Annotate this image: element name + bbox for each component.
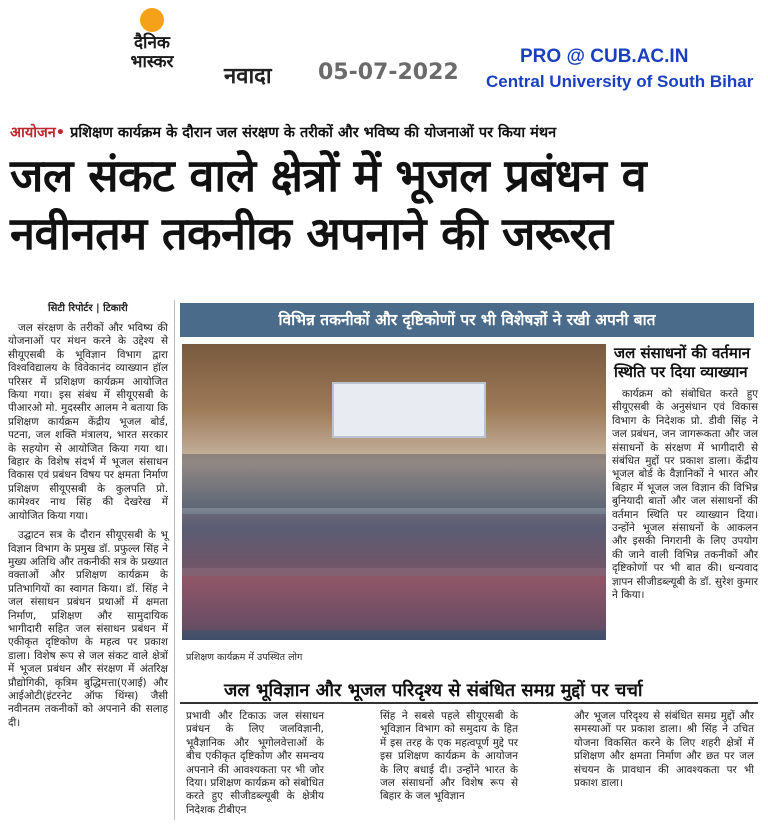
bottom-column-3 [574, 710, 754, 796]
photo-back-row [182, 454, 606, 508]
group-photo [182, 344, 606, 640]
column-divider [174, 300, 175, 820]
edition-date: 05-07-2022 [318, 60, 459, 85]
event-banner-in-photo [332, 382, 486, 438]
headline-line-1: जल संकट वाले क्षेत्रों में भूजल प्रबंधन व [10, 149, 647, 202]
right-paragraph: कार्यक्रम को संबोधित करते हुए सीयूएसबी के अनुसंधान एवं विकास विभाग के निदेशक प्रो. डीवी सिंह ने जल प्रबंधन, जन जागरूकता और जल संसाधनों के संरक्षण में भागीदारी से संबंधित मुद्दों पर प्रकाश डाला। केंद्रीय भूजल बोर्ड के वैज्ञानिकों ने भारत और बिहार में भूजल जल विज्ञान की विभिन्न बुनियादी बातों और जल संसाधनों की वर्तमान स्थिति पर व्याख्यान दिया। उन्होंने भूजल संसाधनों के आकलन और इसकी निगरानी के लिए उपयोग की जाने वाली विभिन्न तकनीकों और दृष्टिकोणों पर भी बात की। धन्यवाद ज्ञापन सीजीडब्ल्यूबी के डॉ. सुरेश कुमार ने किया। [612, 388, 758, 602]
photo-caption: प्रशिक्षण कार्यक्रम में उपस्थित लोग [186, 652, 303, 663]
kicker-text: प्रशिक्षण कार्यक्रम के दौरान जल संरक्षण के तरीकों और भविष्य की योजनाओं पर किया मंथन [70, 125, 557, 141]
left-paragraph-1: जल संरक्षण के तरीकों और भविष्य की योजनाओं पर मंथन करने के उद्देश्य से सीयूएसबी के भूविज्ञान विभाग द्वारा विश्वविद्यालय के विवेकानंद व्याख्यान हॉल परिसर में प्रशिक्षण कार्यक्रम आयोजित किया गया। इस संबंध में सीयूएसबी के पीआरओ मो. मुदस्सीर आलम ने बताया कि प्रशिक्षण कार्यक्रम केंद्रीय भूजल बोर्ड, पटना, जल शक्ति मंत्रालय, भारत सरकार के सहयोग से आयोजित किया गया था। बिहार के विशेष संदर्भ में भूजल संसाधन विकास एवं प्रबंधन विषय पर क्षमता निर्माण प्रशिक्षण सीयूएसबी के कुलपति प्रो. कामेश्वर नाथ सिंह की देखरेख में आयोजित किया गया। [8, 322, 168, 522]
bottom-heading: जल भूविज्ञान और भूजल परिदृश्य से संबंधित समग्र मुद्दों पर चर्चा [224, 680, 643, 701]
newspaper-logo: दैनिक भास्कर [130, 33, 174, 72]
right-subheading: जल संसाधनों की वर्तमान स्थिति पर दिया व्याख्यान [614, 344, 751, 381]
photo-front-row [182, 576, 606, 630]
source-university: Central University of South Bihar [486, 72, 754, 91]
bottom-paragraph-1: प्रभावी और टिकाऊ जल संसाधन प्रबंधन के लिए जलविज्ञानी, भूवैज्ञानिक और भूगोलवेत्ताओं के बीच एकीकृत दृष्टिकोण और समन्वय अपनाने की आवश्यकता पर भी जोर दिया। प्रशिक्षण कार्यक्रम को संबोधित करते हुए सीजीडब्ल्यूबी के क्षेत्रीय निदेशक टीबीएन [186, 710, 324, 816]
kicker-tag: आयोजन• [10, 125, 66, 141]
logo-sun-icon [140, 8, 164, 32]
byline: सिटी रिपोर्टर | टिकारी [48, 303, 128, 314]
sub-banner: विभिन्न तकनीकों और दृष्टिकोणों पर भी विशेषज्ञों ने रखी अपनी बात [180, 303, 754, 337]
headline-line-2: नवीनतम तकनीक अपनाने की जरूरत [10, 207, 613, 260]
source-pro-email: PRO @ CUB.AC.IN [520, 46, 689, 67]
left-column [8, 322, 168, 736]
bottom-column-2 [380, 710, 518, 810]
edition-city: नवादा [224, 64, 272, 89]
kicker [10, 122, 556, 142]
left-paragraph-2: उद्घाटन सत्र के दौरान सीयूएसबी के भू विज्ञान विभाग के प्रमुख डॉ. प्रफुल्ल सिंह ने मुख्य अतिथि और तकनीकी सत्र के प्रख्यात वक्ताओं और प्रशिक्षण कार्यक्रम के प्रतिभागियों का स्वागत किया। डॉ. सिंह ने जल संसाधन प्रबंधन प्रथाओं में क्षमता निर्माण, प्रशिक्षण और सामुदायिक भागीदारी सहित जल संसाधन प्रबंधन में एकीकृत दृष्टिकोण के महत्व पर प्रकाश डाला। विशेष रूप से जल संकट वाले क्षेत्रों में भूजल प्रबंधन और संरक्षण में अंतरिक्ष प्रौद्योगिकी, कृत्रिम बुद्धिमत्ता(एआई) और आईओटी(इंटरनेट ऑफ थिंग्स) जैसी नवीनतम तकनीकों को अपनाने की सलाह दी। [8, 529, 168, 729]
bottom-paragraph-3: और भूजल परिदृश्य से संबंधित समग्र मुद्दों और समस्याओं पर प्रकाश डाला। श्री सिंह ने उचित योजना विकसित करने के लिए शहरी क्षेत्रों में प्रशिक्षण और क्षमता निर्माण और छत पर जल संचयन के प्रावधान की आवश्यकता पर भी प्रकाश डाला। [574, 710, 754, 790]
bottom-rule [180, 702, 758, 704]
bottom-paragraph-2: सिंह ने सबसे पहले सीयूएसबी के भूविज्ञान विभाग को समुदाय के हित में इस तरह के एक महत्वपूर्ण मुद्दे पर इस प्रशिक्षण कार्यक्रम के आयोजन के लिए बधाई दी। उन्होंने भारत के जल संसाधनों और विशेष रूप से बिहार के जल भूविज्ञान [380, 710, 518, 803]
photo-middle-row [182, 514, 606, 568]
bottom-column-1 [186, 710, 324, 823]
right-column [612, 388, 758, 609]
